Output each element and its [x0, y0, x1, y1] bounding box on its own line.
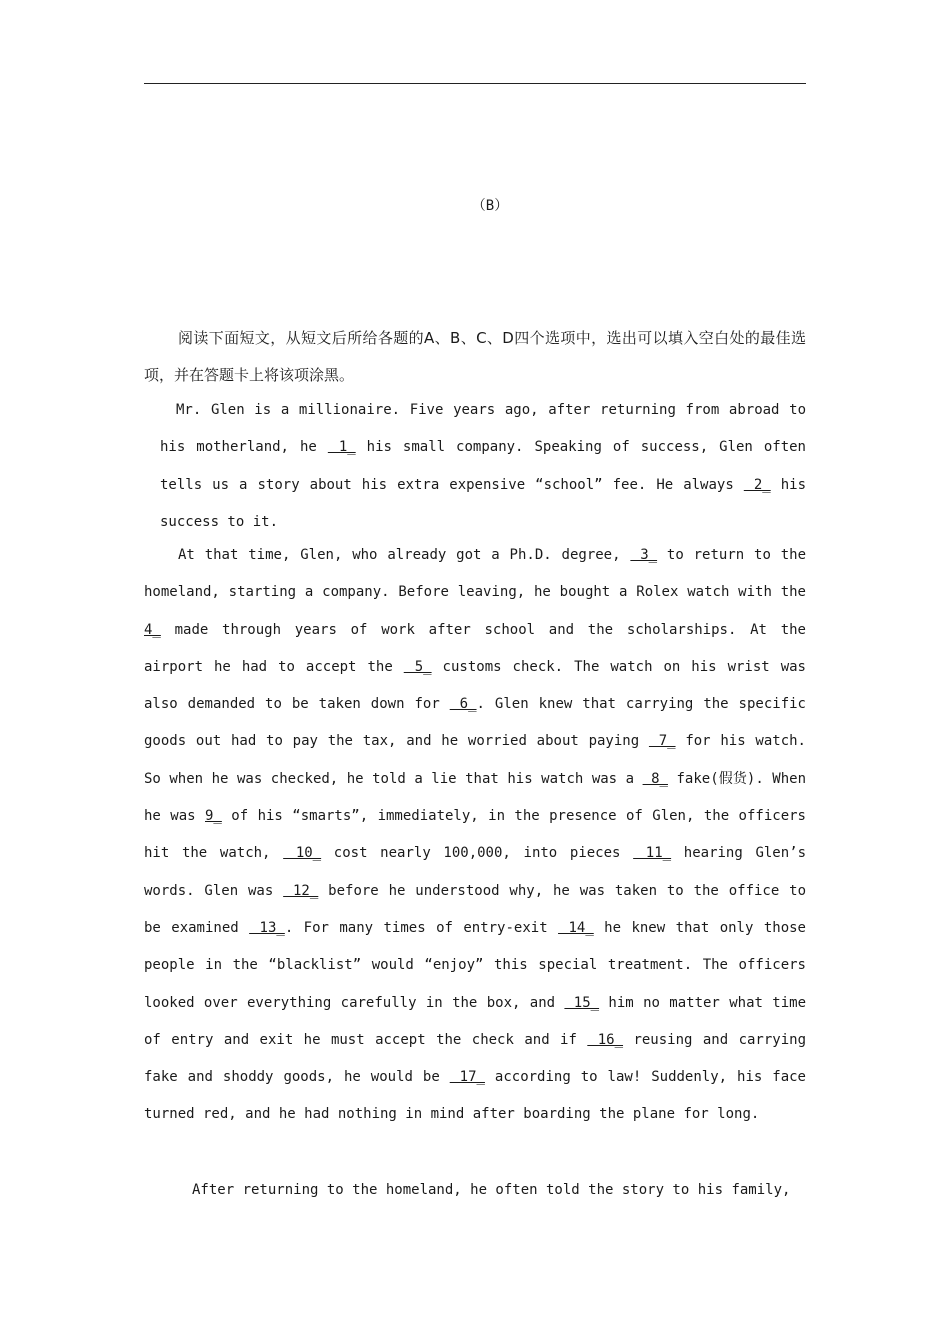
passage-paragraph-3: After returning to the homeland, he often told the story to his family, — [192, 1182, 791, 1198]
blank-1: 1_ — [327, 439, 356, 456]
blank-7: 7_ — [648, 733, 676, 750]
blank-4: 4_ — [144, 621, 161, 638]
passage-paragraph-2: At that time, Glen, who already got a Ph.D. degree, 3_ to return to the homeland, starting a company. Before leaving, he bought a Rolex watch with the 4_ made through years of work after school and the scholarships. At the airport he had to accept the 5_ customs check. The watch on his wrist was also demanded to be taken down for 6_. Glen knew that carrying the specific goods out had to pay the tax, and he worried about paying 7_ for his watch. So when he was checked, he told a lie that his watch was a 8_ fake(假货). When he was 9_ of his “smarts”, immediately, in the presence of Glen, the officers hit the watch, 10_ cost nearly 100,000, into pieces 11_ hearing Glen’s words. Glen was 12_ before he understood why, he was taken to the office to be examined 13_. For many times of entry-exit 14_ he knew that only those people in the “blacklist” would “enjoy” this special treatment. The officers looked over everything carefully in the box, and 15_ him no matter what time of entry and exit he must accept the check and if 16_ reusing and carrying fake and shoddy goods, he would be 17_ according to law! Suddenly, his face turned red, and he had nothing in mind after boarding the plane for long. — [144, 547, 807, 1123]
section-label: （B） — [471, 198, 509, 214]
blank-5: 5_ — [403, 658, 432, 675]
blank-10: 10_ — [283, 845, 322, 862]
blank-11: 11_ — [633, 845, 672, 862]
blank-12: 12_ — [283, 882, 319, 899]
passage-paragraph-1: Mr. Glen is a millionaire. Five years ago, after returning from abroad to his motherland, he 1_ his small company. Speaking of success, Glen often tells us a story about his extra expensive “school” fee. He always 2_ his success to it. — [160, 402, 806, 530]
blank-3: 3_ — [630, 547, 658, 563]
blank-2: 2_ — [743, 476, 771, 493]
blank-15: 15_ — [564, 994, 600, 1011]
blank-9: 9_ — [205, 808, 222, 825]
blank-8: 8_ — [642, 770, 668, 787]
blank-6: 6_ — [449, 696, 477, 713]
blank-17: 17_ — [449, 1069, 485, 1086]
blank-13: 13_ — [249, 919, 285, 936]
blank-14: 14_ — [558, 919, 594, 936]
instructions: 阅读下面短文，从短文后所给各题的A、B、C、D四个选项中，选出可以填入空白处的最佳选项，并在答题卡上将该项涂黑。 — [144, 329, 806, 384]
blank-16: 16_ — [587, 1031, 624, 1048]
header-rule — [144, 83, 806, 84]
